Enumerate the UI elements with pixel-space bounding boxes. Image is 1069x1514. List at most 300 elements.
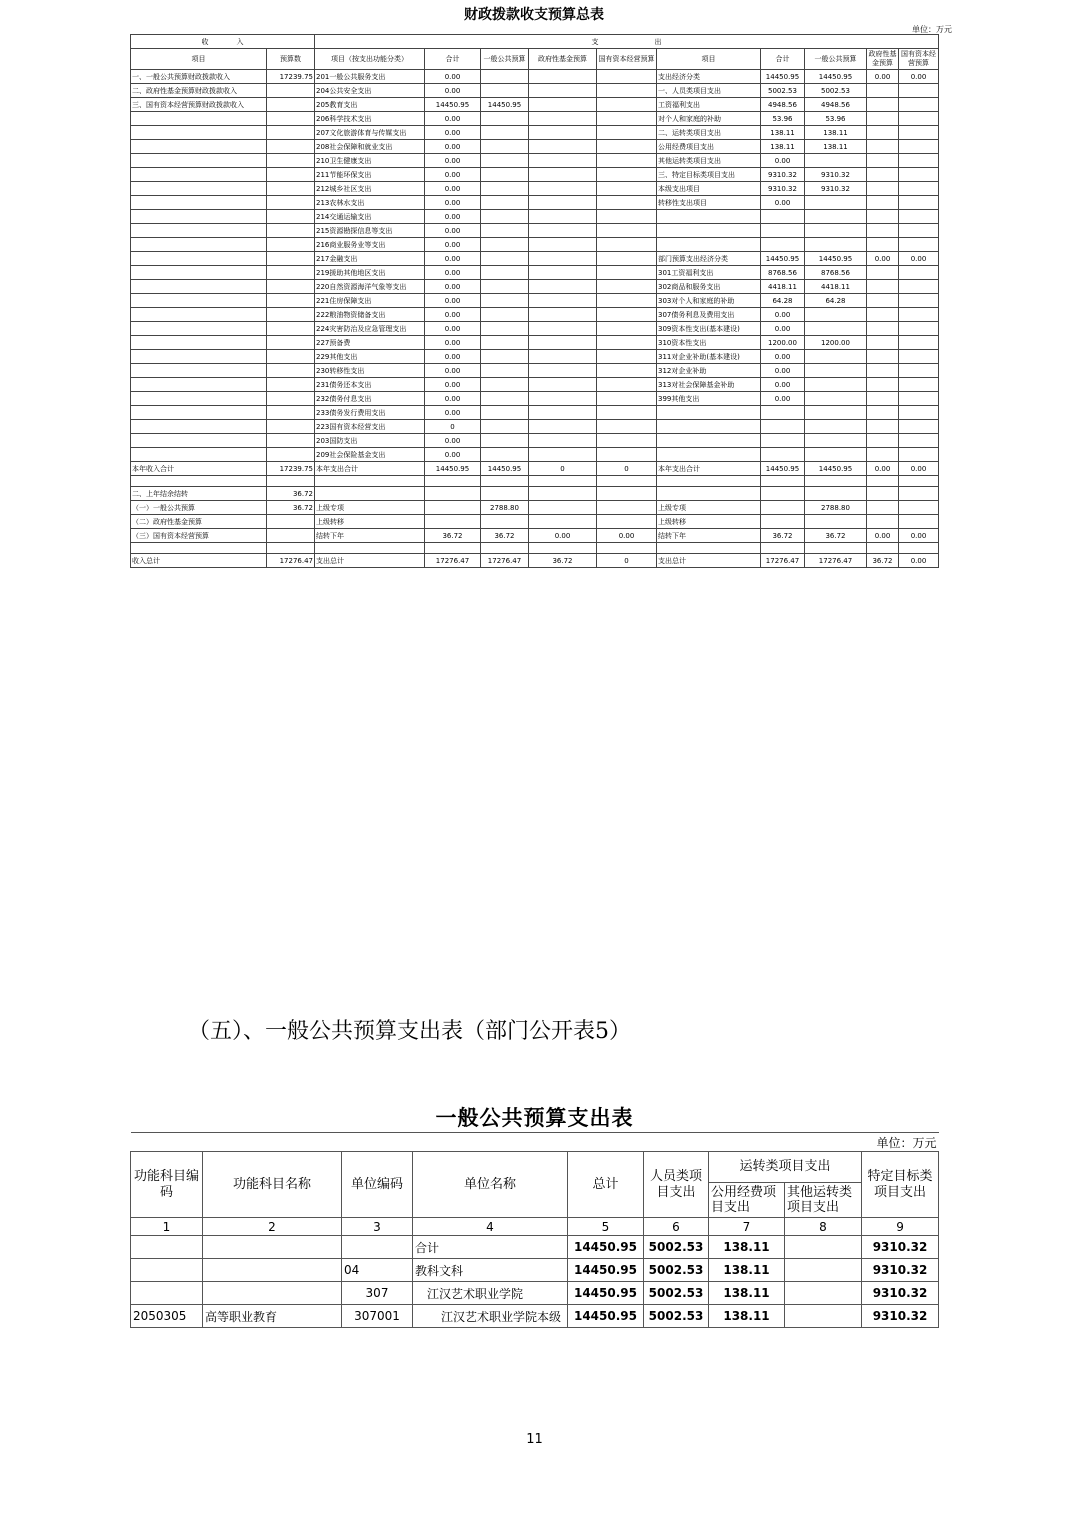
- summary-cell: [131, 434, 267, 448]
- summary-cell: [481, 266, 529, 280]
- summary-cell: 14450.95: [425, 98, 481, 112]
- summary-row: [131, 238, 939, 252]
- summary-cell: 212城乡社区支出: [315, 182, 425, 196]
- summary-cell: [761, 476, 805, 487]
- summary-cell: [267, 364, 315, 378]
- summary-cell: [597, 182, 657, 196]
- table-cell: 5002.53: [644, 1259, 709, 1282]
- summary-cell: [529, 350, 597, 364]
- summary-cell: 4418.11: [761, 280, 805, 294]
- summary-col-header: 预算数: [267, 49, 315, 70]
- table-cell: 307001: [342, 1305, 413, 1328]
- summary-cell: 0.00: [425, 84, 481, 98]
- summary-cell: 本年支出合计: [315, 462, 425, 476]
- summary-cell: [899, 154, 939, 168]
- summary-cell: [597, 420, 657, 434]
- summary-cell: 8768.56: [805, 266, 867, 280]
- summary-cell: 138.11: [761, 126, 805, 140]
- summary-cell: 0.00: [761, 308, 805, 322]
- summary-cell: [867, 182, 899, 196]
- summary-cell: （三）国有资本经营预算: [131, 529, 267, 543]
- summary-cell: [481, 336, 529, 350]
- summary-cell: [481, 350, 529, 364]
- summary-cell: 本年支出合计: [657, 462, 761, 476]
- summary-cell: 0.00: [425, 126, 481, 140]
- summary-cell: 64.28: [805, 294, 867, 308]
- summary-cell: [597, 336, 657, 350]
- summary-cell: [131, 364, 267, 378]
- column-index: 2: [203, 1218, 342, 1236]
- summary-cell: 217金融支出: [315, 252, 425, 266]
- section-heading: （五）、一般公共预算支出表（部门公开表5）: [188, 1019, 631, 1044]
- summary-cell: [481, 280, 529, 294]
- summary-row: [131, 210, 939, 224]
- summary-cell: [131, 126, 267, 140]
- summary-cell: [867, 392, 899, 406]
- summary-cell: [267, 476, 315, 487]
- expense-table-title: 一般公共预算支出表: [131, 1102, 939, 1133]
- header-func-code: 功能科目编码: [131, 1152, 203, 1218]
- summary-cell: [481, 140, 529, 154]
- summary-cell: [805, 420, 867, 434]
- summary-cell: [131, 294, 267, 308]
- summary-cell: [761, 543, 805, 554]
- summary-cell: [529, 448, 597, 462]
- summary-row: [131, 70, 939, 84]
- summary-cell: [597, 515, 657, 529]
- summary-cell: [899, 434, 939, 448]
- summary-cell: 4948.56: [761, 98, 805, 112]
- summary-cell: [597, 448, 657, 462]
- summary-cell: 0.00: [425, 210, 481, 224]
- summary-cell: [867, 140, 899, 154]
- summary-cell: [899, 378, 939, 392]
- summary-cell: 399其他支出: [657, 392, 761, 406]
- summary-cell: 204公共安全支出: [315, 84, 425, 98]
- summary-cell: [267, 224, 315, 238]
- general-budget-expense-table: [130, 1102, 939, 1328]
- summary-cell: 0.00: [425, 252, 481, 266]
- summary-cell: [131, 140, 267, 154]
- summary-cell: [597, 238, 657, 252]
- summary-cell: 209社会保险基金支出: [315, 448, 425, 462]
- summary-cell: [805, 154, 867, 168]
- table-cell: [785, 1305, 862, 1328]
- summary-cell: 一、一般公共预算财政拨款收入: [131, 70, 267, 84]
- summary-cell: [761, 420, 805, 434]
- summary-cell: [867, 224, 899, 238]
- summary-cell: [761, 238, 805, 252]
- summary-cell: [267, 154, 315, 168]
- summary-cell: （二）政府性基金预算: [131, 515, 267, 529]
- summary-row: [131, 501, 939, 515]
- summary-cell: 5002.53: [805, 84, 867, 98]
- summary-cell: [899, 448, 939, 462]
- summary-cell: 4418.11: [805, 280, 867, 294]
- summary-cell: [761, 224, 805, 238]
- summary-cell: [267, 210, 315, 224]
- summary-cell: [131, 308, 267, 322]
- summary-cell: [899, 266, 939, 280]
- summary-cell: [805, 378, 867, 392]
- summary-cell: 307债务利息及费用支出: [657, 308, 761, 322]
- table-cell: 2050305: [131, 1305, 203, 1328]
- summary-cell: 0.00: [425, 224, 481, 238]
- table-cell: [785, 1259, 862, 1282]
- summary-cell: [481, 515, 529, 529]
- summary-cell: [867, 98, 899, 112]
- summary-cell: [131, 448, 267, 462]
- summary-cell: [657, 238, 761, 252]
- summary-cell: 结转下年: [315, 529, 425, 543]
- summary-cell: 311对企业补助(基本建设): [657, 350, 761, 364]
- summary-cell: [657, 543, 761, 554]
- summary-cell: [597, 364, 657, 378]
- summary-row: [131, 543, 939, 554]
- summary-cell: 0.00: [529, 529, 597, 543]
- summary-cell: 0.00: [761, 154, 805, 168]
- summary-cell: 0.00: [761, 350, 805, 364]
- summary-cell: [597, 210, 657, 224]
- summary-cell: [867, 434, 899, 448]
- summary-cell: 36.72: [867, 554, 899, 568]
- summary-cell: [529, 126, 597, 140]
- summary-cell: [529, 487, 597, 501]
- summary-cell: [267, 350, 315, 364]
- summary-cell: [267, 126, 315, 140]
- summary-cell: [867, 476, 899, 487]
- summary-cell: [529, 266, 597, 280]
- table-row: [131, 1259, 939, 1282]
- summary-row: [131, 462, 939, 476]
- summary-cell: [425, 543, 481, 554]
- table-cell: 9310.32: [862, 1259, 939, 1282]
- summary-cell: 三、特定目标类项目支出: [657, 168, 761, 182]
- summary-row: [131, 529, 939, 543]
- column-index: 5: [568, 1218, 644, 1236]
- summary-cell: 215资源勘探信息等支出: [315, 224, 425, 238]
- header-func-name: 功能科目名称: [203, 1152, 342, 1218]
- summary-cell: [131, 476, 267, 487]
- summary-cell: 301工资福利支出: [657, 266, 761, 280]
- summary-cell: 17276.47: [805, 554, 867, 568]
- summary-cell: 0.00: [425, 154, 481, 168]
- summary-cell: 14450.95: [761, 462, 805, 476]
- table-cell: 9310.32: [862, 1305, 939, 1328]
- table-cell: 307: [342, 1282, 413, 1305]
- summary-cell: [867, 196, 899, 210]
- summary-cell: [529, 238, 597, 252]
- summary-row: [131, 476, 939, 487]
- summary-cell: 219援助其他地区支出: [315, 266, 425, 280]
- table-cell: 江汉艺术职业学院本级: [413, 1305, 568, 1328]
- summary-cell: [529, 543, 597, 554]
- summary-cell: 312对企业补助: [657, 364, 761, 378]
- summary-cell: [481, 112, 529, 126]
- summary-cell: [529, 501, 597, 515]
- summary-cell: 14450.95: [425, 462, 481, 476]
- summary-cell: 36.72: [805, 529, 867, 543]
- summary-cell: 0.00: [425, 406, 481, 420]
- table-cell: 教科文科: [413, 1259, 568, 1282]
- summary-cell: [267, 168, 315, 182]
- summary-cell: [899, 294, 939, 308]
- summary-cell: 0.00: [425, 378, 481, 392]
- summary-cell: 227预备费: [315, 336, 425, 350]
- summary-cell: 收入总计: [131, 554, 267, 568]
- summary-cell: [867, 294, 899, 308]
- summary-cell: [131, 322, 267, 336]
- summary-cell: 64.28: [761, 294, 805, 308]
- summary-cell: [867, 154, 899, 168]
- summary-cell: 211节能环保支出: [315, 168, 425, 182]
- summary-cell: [805, 448, 867, 462]
- summary-cell: 0.00: [425, 364, 481, 378]
- summary-cell: 本年收入合计: [131, 462, 267, 476]
- summary-cell: 0.00: [425, 140, 481, 154]
- table-cell: 5002.53: [644, 1236, 709, 1259]
- summary-row: [131, 168, 939, 182]
- summary-cell: [761, 434, 805, 448]
- summary-cell: [597, 308, 657, 322]
- summary-cell: [529, 308, 597, 322]
- summary-cell: 0.00: [425, 196, 481, 210]
- summary-table-unit: 单位：万元: [912, 25, 952, 34]
- summary-cell: 138.11: [761, 140, 805, 154]
- summary-cell: 0.00: [761, 364, 805, 378]
- summary-cell: 232债务付息支出: [315, 392, 425, 406]
- summary-cell: [529, 210, 597, 224]
- summary-cell: [597, 154, 657, 168]
- summary-cell: [267, 378, 315, 392]
- summary-cell: 0.00: [425, 280, 481, 294]
- header-public-funds: 公用经费项目支出: [709, 1183, 785, 1218]
- summary-cell: 0.00: [761, 196, 805, 210]
- summary-cell: [597, 294, 657, 308]
- summary-cell: [267, 182, 315, 196]
- summary-cell: [899, 112, 939, 126]
- summary-cell: [529, 112, 597, 126]
- summary-cell: [899, 501, 939, 515]
- summary-col-header: 国有资本经营预算: [899, 49, 939, 70]
- table-cell: [131, 1282, 203, 1305]
- summary-cell: [131, 543, 267, 554]
- summary-col-header: 项目: [657, 49, 761, 70]
- summary-cell: 14450.95: [481, 462, 529, 476]
- summary-cell: [761, 406, 805, 420]
- summary-cell: [597, 112, 657, 126]
- summary-row: [131, 392, 939, 406]
- column-index: 1: [131, 1218, 203, 1236]
- summary-cell: 230转移性支出: [315, 364, 425, 378]
- summary-cell: [131, 210, 267, 224]
- summary-cell: [481, 238, 529, 252]
- summary-cell: [657, 487, 761, 501]
- summary-cell: [529, 84, 597, 98]
- summary-cell: [899, 392, 939, 406]
- column-index: 9: [862, 1218, 939, 1236]
- expense-table-unit: 单位：万元: [131, 1133, 939, 1152]
- summary-cell: 36.72: [481, 529, 529, 543]
- summary-cell: [267, 84, 315, 98]
- summary-cell: [899, 224, 939, 238]
- summary-cell: [761, 487, 805, 501]
- summary-cell: [597, 501, 657, 515]
- summary-cell: 222粮油物资储备支出: [315, 308, 425, 322]
- summary-cell: [267, 529, 315, 543]
- table-cell: 138.11: [709, 1236, 785, 1259]
- summary-cell: [805, 210, 867, 224]
- summary-cell: [529, 420, 597, 434]
- summary-cell: [529, 476, 597, 487]
- summary-cell: [131, 224, 267, 238]
- summary-cell: [899, 336, 939, 350]
- summary-cell: [481, 420, 529, 434]
- summary-cell: 213农林水支出: [315, 196, 425, 210]
- summary-row: [131, 434, 939, 448]
- summary-cell: [805, 350, 867, 364]
- summary-col-header: 国有资本经营预算: [597, 49, 657, 70]
- summary-cell: [131, 182, 267, 196]
- summary-cell: [267, 196, 315, 210]
- summary-cell: [597, 98, 657, 112]
- summary-cell: [899, 350, 939, 364]
- summary-col-header: 合计: [425, 49, 481, 70]
- summary-cell: [867, 420, 899, 434]
- summary-cell: [267, 308, 315, 322]
- header-unit-name: 单位名称: [413, 1152, 568, 1218]
- summary-cell: [867, 336, 899, 350]
- summary-cell: [425, 501, 481, 515]
- summary-cell: [267, 434, 315, 448]
- summary-cell: [597, 434, 657, 448]
- summary-cell: [899, 308, 939, 322]
- summary-cell: 310资本性支出: [657, 336, 761, 350]
- table-cell: 江汉艺术职业学院: [413, 1282, 568, 1305]
- header-other-operating: 其他运转类项目支出: [785, 1183, 862, 1218]
- summary-cell: [657, 224, 761, 238]
- summary-cell: 上级转移: [315, 515, 425, 529]
- summary-row: [131, 196, 939, 210]
- summary-cell: 36.72: [425, 529, 481, 543]
- summary-cell: [529, 294, 597, 308]
- table-cell: [203, 1282, 342, 1305]
- summary-cell: 14450.95: [805, 462, 867, 476]
- summary-cell: 1200.00: [761, 336, 805, 350]
- table-cell: 14450.95: [568, 1305, 644, 1328]
- summary-cell: [597, 168, 657, 182]
- summary-cell: 其他运转类项目支出: [657, 154, 761, 168]
- summary-cell: [131, 350, 267, 364]
- summary-cell: 0.00: [867, 252, 899, 266]
- summary-row: [131, 364, 939, 378]
- summary-cell: 本级支出项目: [657, 182, 761, 196]
- summary-cell: [597, 322, 657, 336]
- summary-row: [131, 280, 939, 294]
- summary-cell: 14450.95: [481, 98, 529, 112]
- summary-cell: [597, 350, 657, 364]
- summary-cell: [267, 140, 315, 154]
- summary-cell: 17239.75: [267, 70, 315, 84]
- summary-cell: [267, 543, 315, 554]
- summary-cell: 223国有资本经营支出: [315, 420, 425, 434]
- page-number: 11: [526, 1432, 543, 1447]
- table-cell: [785, 1282, 862, 1305]
- summary-cell: [597, 70, 657, 84]
- summary-cell: [597, 476, 657, 487]
- summary-cell: 0.00: [425, 448, 481, 462]
- summary-cell: 36.72: [267, 487, 315, 501]
- summary-cell: 结转下年: [657, 529, 761, 543]
- summary-cell: 220自然资源海洋气象等支出: [315, 280, 425, 294]
- summary-cell: 0.00: [761, 322, 805, 336]
- summary-cell: [899, 168, 939, 182]
- summary-cell: [529, 182, 597, 196]
- summary-cell: [597, 406, 657, 420]
- summary-cell: 36.72: [529, 554, 597, 568]
- summary-cell: 9310.32: [761, 182, 805, 196]
- table-cell: 14450.95: [568, 1236, 644, 1259]
- summary-cell: [899, 420, 939, 434]
- summary-cell: [267, 280, 315, 294]
- summary-col-header: 项目: [131, 49, 267, 70]
- summary-cell: [425, 515, 481, 529]
- summary-row: [131, 487, 939, 501]
- summary-cell: [761, 210, 805, 224]
- summary-cell: 一、人员类项目支出: [657, 84, 761, 98]
- summary-cell: 0.00: [425, 112, 481, 126]
- summary-cell: [131, 378, 267, 392]
- summary-cell: [481, 392, 529, 406]
- summary-cell: [805, 515, 867, 529]
- summary-cell: 0.00: [425, 336, 481, 350]
- summary-cell: 2788.80: [481, 501, 529, 515]
- summary-col-header: 政府性基金预算: [867, 49, 899, 70]
- summary-cell: [867, 126, 899, 140]
- summary-row: [131, 554, 939, 568]
- summary-cell: [529, 364, 597, 378]
- summary-cell: [867, 280, 899, 294]
- table-cell: 04: [342, 1259, 413, 1282]
- summary-row: [131, 98, 939, 112]
- summary-cell: 231债务还本支出: [315, 378, 425, 392]
- summary-cell: 0.00: [425, 168, 481, 182]
- summary-cell: 三、国有资本经营预算财政拨款收入: [131, 98, 267, 112]
- summary-cell: [529, 70, 597, 84]
- summary-cell: [481, 487, 529, 501]
- summary-cell: [481, 84, 529, 98]
- summary-cell: [481, 406, 529, 420]
- summary-cell: （一）一般公共预算: [131, 501, 267, 515]
- summary-cell: 17276.47: [267, 554, 315, 568]
- summary-cell: [805, 322, 867, 336]
- summary-cell: [805, 476, 867, 487]
- summary-col-header: 项目（按支出功能分类）: [315, 49, 425, 70]
- summary-cell: [267, 238, 315, 252]
- summary-cell: 0: [529, 462, 597, 476]
- summary-cell: 0.00: [425, 308, 481, 322]
- summary-cell: [805, 406, 867, 420]
- column-index: 7: [709, 1218, 785, 1236]
- summary-cell: [267, 406, 315, 420]
- summary-cell: [529, 154, 597, 168]
- summary-cell: 0.00: [597, 529, 657, 543]
- summary-cell: 对个人和家庭的补助: [657, 112, 761, 126]
- summary-cell: [867, 210, 899, 224]
- table-cell: 5002.53: [644, 1305, 709, 1328]
- summary-cell: [867, 543, 899, 554]
- summary-cell: [867, 308, 899, 322]
